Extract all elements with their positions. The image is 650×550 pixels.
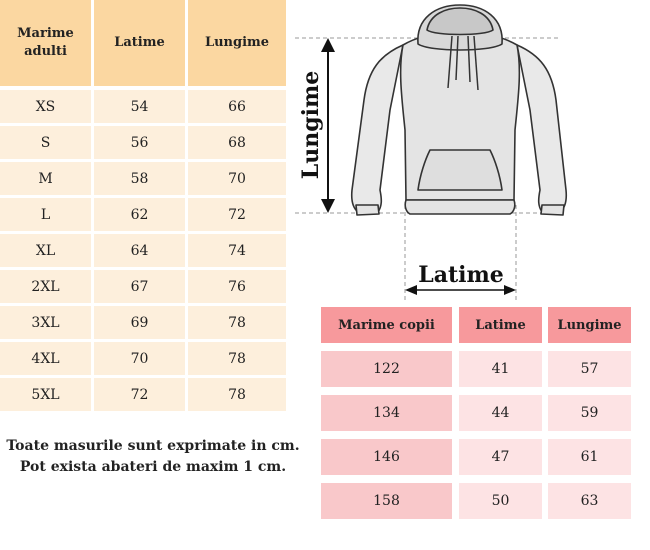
width-label: Latime: [418, 262, 504, 288]
length-label: Lungime: [298, 70, 324, 180]
adult-size-cell: S: [0, 126, 91, 159]
kids-table-row: [321, 483, 633, 519]
adult-size-cell: M: [0, 162, 91, 195]
adult-table-row: [0, 306, 286, 339]
kids-width-cell: 47: [459, 439, 542, 475]
adult-length-cell: 74: [188, 234, 286, 267]
kids-size-cell: 146: [321, 439, 452, 475]
kids-table-row: [321, 395, 633, 431]
adult-table-row: [0, 378, 286, 411]
adult-width-cell: 56: [94, 126, 185, 159]
adult-size-cell: 4XL: [0, 342, 91, 375]
adult-size-cell: XS: [0, 90, 91, 123]
kids-width-cell: 50: [459, 483, 542, 519]
hoodie-illustration: [352, 5, 567, 215]
kids-size-cell: 134: [321, 395, 452, 431]
hoodie-diagram: [290, 0, 650, 300]
kids-table-row: [321, 439, 633, 475]
kids-header-width: Latime: [459, 307, 542, 343]
adult-table-row: [0, 90, 286, 123]
adult-table-row: [0, 162, 286, 195]
adult-table-row: [0, 342, 286, 375]
adult-table-row: [0, 234, 286, 267]
adult-size-cell: 5XL: [0, 378, 91, 411]
kids-width-cell: 41: [459, 351, 542, 387]
kids-size-cell: 122: [321, 351, 452, 387]
adult-table-row: [0, 126, 286, 159]
kids-header-size: Marime copii: [321, 307, 452, 343]
adult-width-cell: 69: [94, 306, 185, 339]
adult-width-cell: 72: [94, 378, 185, 411]
adult-length-cell: 72: [188, 198, 286, 231]
adult-width-cell: 64: [94, 234, 185, 267]
kids-header-length: Lungime: [548, 307, 631, 343]
adult-length-cell: 78: [188, 306, 286, 339]
adult-size-cell: XL: [0, 234, 91, 267]
adult-size-cell: 2XL: [0, 270, 91, 303]
adult-length-cell: 70: [188, 162, 286, 195]
kids-size-cell: 158: [321, 483, 452, 519]
adult-table-row: [0, 198, 286, 231]
kids-width-cell: 44: [459, 395, 542, 431]
adult-width-cell: 67: [94, 270, 185, 303]
adult-size-cell: 3XL: [0, 306, 91, 339]
adult-header-width: Latime: [94, 0, 185, 86]
adult-size-cell: L: [0, 198, 91, 231]
adult-table-row: [0, 270, 286, 303]
measurement-note: [0, 436, 306, 478]
kids-length-cell: 63: [548, 483, 631, 519]
adult-width-cell: 58: [94, 162, 185, 195]
note-line-1: Toate masurile sunt exprimate in cm.: [6, 438, 300, 454]
adult-header-length: Lungime: [188, 0, 286, 86]
kids-table-row: [321, 351, 633, 387]
kids-size-table: [321, 307, 633, 527]
note-line-2: Pot exista abateri de maxim 1 cm.: [19, 459, 287, 475]
adult-length-cell: 68: [188, 126, 286, 159]
adult-size-table: [0, 0, 286, 414]
kids-length-cell: 61: [548, 439, 631, 475]
adult-table-header: [0, 0, 286, 86]
adult-width-cell: 70: [94, 342, 185, 375]
adult-length-cell: 78: [188, 342, 286, 375]
kids-length-cell: 59: [548, 395, 631, 431]
adult-width-cell: 54: [94, 90, 185, 123]
adult-length-cell: 76: [188, 270, 286, 303]
adult-length-cell: 66: [188, 90, 286, 123]
adult-header-size: Marime adulti: [0, 0, 91, 86]
adult-length-cell: 78: [188, 378, 286, 411]
kids-table-header: [321, 307, 633, 343]
adult-width-cell: 62: [94, 198, 185, 231]
kids-length-cell: 57: [548, 351, 631, 387]
